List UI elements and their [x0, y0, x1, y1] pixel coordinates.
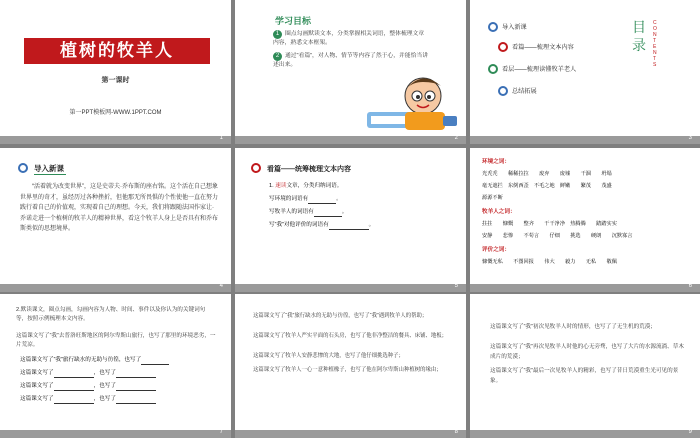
slide-subtitle: 第一课时: [101, 77, 130, 84]
slide-number-bar: [470, 430, 700, 438]
slide-5[interactable]: [235, 148, 466, 292]
fill-prompt: 这篇课文写了“我”旅行缺水的无助与彷徨，也写了: [20, 357, 142, 363]
keyword: 速读: [275, 183, 287, 189]
fill-prompt: 写“我”对他评价的词语有: [269, 222, 329, 228]
task-line: [269, 182, 342, 191]
slide-title: 植树的牧羊人: [60, 41, 174, 60]
slide-8[interactable]: [235, 294, 466, 438]
fill-prompt: 写牧羊人的词语有: [269, 209, 314, 215]
blank[interactable]: [116, 396, 156, 404]
example-text: 这篇课文写了“我”去普洛旺斯地区的阿尔卑斯山旅行，也写了那里的环境恶劣，一片荒凉。: [16, 333, 216, 348]
answer-line: 这篇课文写了牧羊人安静悲惨的大地，也写了他仔细挑选种子；: [253, 353, 404, 359]
section-title: 导入新课: [34, 164, 64, 173]
vocab-row: 光秃秃 稀稀拉拉 废弃 废墟 干涸 坍塌: [482, 171, 612, 177]
fill-line: [20, 382, 156, 391]
toc-label: 总结拓展: [512, 88, 537, 95]
slide-3[interactable]: [470, 0, 700, 144]
answer-line: 这篇课文写了“我”旅行缺水的无助与彷徨，也写了“我”遇到牧羊人的帮助；: [253, 313, 428, 319]
fill-prompt: ，也写了: [93, 383, 116, 389]
spiral-icon: [488, 22, 498, 32]
blank[interactable]: [116, 370, 156, 378]
intro-paragraph: “活着就为改变世界”，这是史蒂夫·乔布斯的座右铭。这个活在自己想象世界里的奇才，虽经历过各种挫折，但他那无所畏惧的个性使他一直在努力践行着自己的价值观，实现着自己的理想。今天，我们将跟随法国作家让·乔诺走进一个植树的牧羊人的精神世界，看这个牧羊人身上是否具有和乔布斯类似的思想境界。: [20, 184, 219, 232]
objectives-title: 学习目标: [275, 16, 312, 26]
vocab-row: 慷慨无私 不图回报 伟大 毅力 无私 敬佩: [482, 259, 617, 265]
slide-7[interactable]: [0, 294, 231, 438]
blank[interactable]: [314, 209, 342, 217]
slide-number: 5: [454, 283, 458, 289]
spiral-icon: [498, 42, 508, 52]
objective-text: 通过“看篇”，对人物、情节等内容了然于心，并能恰当讲述出来。: [273, 53, 428, 68]
toc-title-english: CONTENTS: [653, 20, 657, 68]
toc-label: 看层——梳理读懂牧羊老人: [502, 66, 577, 73]
objective-item: [273, 52, 428, 70]
slide-9[interactable]: [470, 294, 700, 438]
objective-item: [273, 30, 428, 48]
task-intro: 2.默读课文，圈点勾画，勾画内容为人物、时间、事件以及你认为的关键词句等，按照示例梳理本文内容。: [16, 307, 206, 322]
fill-line: [20, 369, 156, 378]
fill-line: 写牧羊人的词语有 。: [269, 209, 348, 215]
slide-1[interactable]: [0, 0, 231, 144]
section-underline: [34, 174, 66, 175]
number-badge: 1: [273, 30, 282, 39]
vocab-row: 源源不断: [482, 195, 503, 201]
toc-item[interactable]: [498, 86, 537, 96]
fill-prompt: 这篇课文写了: [20, 370, 54, 376]
toc-item[interactable]: [488, 22, 527, 32]
slide-number-bar: [0, 430, 231, 438]
spiral-icon: [488, 64, 498, 74]
spiral-icon: [498, 86, 508, 96]
blank[interactable]: [329, 222, 369, 230]
fill-line: [20, 356, 169, 365]
fill-line: 写“我”对他评价的词语有 。: [269, 222, 375, 228]
task-number: 1.: [269, 183, 274, 189]
vocab-row: 拄拄 慷慨 整齐 干干净净 热腾腾 踏踏实实: [482, 221, 617, 227]
slide-6[interactable]: [470, 148, 700, 292]
answer-line: 这篇课文写了“我”再次见牧羊人时他的心无旁骛，也写了大片的水源流淌、草木成片的荒漠；: [490, 344, 684, 360]
slide-number-bar: [0, 284, 231, 292]
blank[interactable]: [116, 383, 156, 391]
cartoon-boy-reading-illustration: [365, 72, 460, 134]
vocab-row: 安静 悲惨 不苟言 仔细 挑选 硬朗 沉默寡言: [482, 233, 633, 239]
vocab-section-head: 环境之词：: [482, 159, 510, 165]
toc-item[interactable]: [498, 42, 574, 52]
fill-prompt: 这篇课文写了: [20, 396, 54, 402]
spiral-icon: [18, 163, 28, 173]
fill-prompt: ，也写了: [93, 396, 116, 402]
answer-line: 这篇课文写了牧羊人一心一意种植橡子，也写了他在阿尔卑斯山种植树的缘由；: [253, 367, 442, 373]
blank[interactable]: [308, 196, 336, 204]
slide-number: 4: [219, 283, 223, 289]
slide-number: 8: [454, 429, 458, 435]
task-text: 文章，分类归纳词语。: [286, 183, 343, 189]
fill-line: [20, 395, 156, 404]
fill-prompt: ，也写了: [93, 370, 116, 376]
blank[interactable]: [54, 383, 94, 391]
spiral-icon: [251, 163, 261, 173]
slide-number-bar: [235, 136, 466, 144]
number-badge: 2: [273, 52, 282, 61]
slide-number: 7: [219, 429, 223, 435]
fill-line: 写环境的词语有 。: [269, 196, 342, 202]
toc-label: 看篇——梳理文本内容: [512, 44, 574, 51]
slide-number: 6: [688, 283, 692, 289]
blank[interactable]: [141, 357, 169, 365]
vocab-section-head: 牧羊人之词：: [482, 209, 516, 215]
slide-number: 3: [688, 135, 692, 141]
section-title: 看篇——统筹梳理文本内容: [267, 166, 351, 173]
slide-number-bar: [470, 136, 700, 144]
vocab-section-head: 评价之词：: [482, 247, 510, 253]
slide-number: 1: [219, 135, 223, 141]
blank[interactable]: [54, 396, 94, 404]
toc-title: 目录: [632, 19, 646, 53]
answer-line: 这篇课文写了“我”最后一次见牧羊人的精彩，也写了昔日荒漠重生光可见的景象。: [490, 368, 679, 384]
fill-prompt: 这篇课文写了: [20, 383, 54, 389]
vocab-row: 毫无遮拦 东倒西歪 不毛之地 鲜嫩 繁茂 茂盛: [482, 183, 612, 189]
slide-footer-text: 第一PPT模板网-WWW.1PPT.COM: [69, 110, 162, 116]
slide-4[interactable]: [0, 148, 231, 292]
toc-label: 导入新课: [502, 24, 527, 31]
fill-prompt: 写环境的词语有: [269, 196, 309, 202]
slide-number-bar: [235, 430, 466, 438]
answer-line: 这篇课文写了牧羊人严实平面的石头房，也写了他非净整洁的餐具、床铺、地板；: [253, 333, 448, 339]
slide-number: 9: [688, 429, 692, 435]
slide-number-bar: [235, 284, 466, 292]
answer-line: 这篇课文写了“我”初次见牧羊人时的情形，也写了了无生机的荒漠；: [490, 324, 656, 330]
slide-number: 2: [454, 135, 458, 141]
slide-number-bar: [0, 136, 231, 144]
slide-2[interactable]: [235, 0, 466, 144]
slide-number-bar: [470, 284, 700, 292]
objective-text: 圈点勾画默读文本，分类掌握相关词语，整体梳理文章内容，熟悉文本框架。: [273, 31, 425, 46]
blank[interactable]: [54, 370, 94, 378]
toc-item[interactable]: [488, 64, 576, 74]
